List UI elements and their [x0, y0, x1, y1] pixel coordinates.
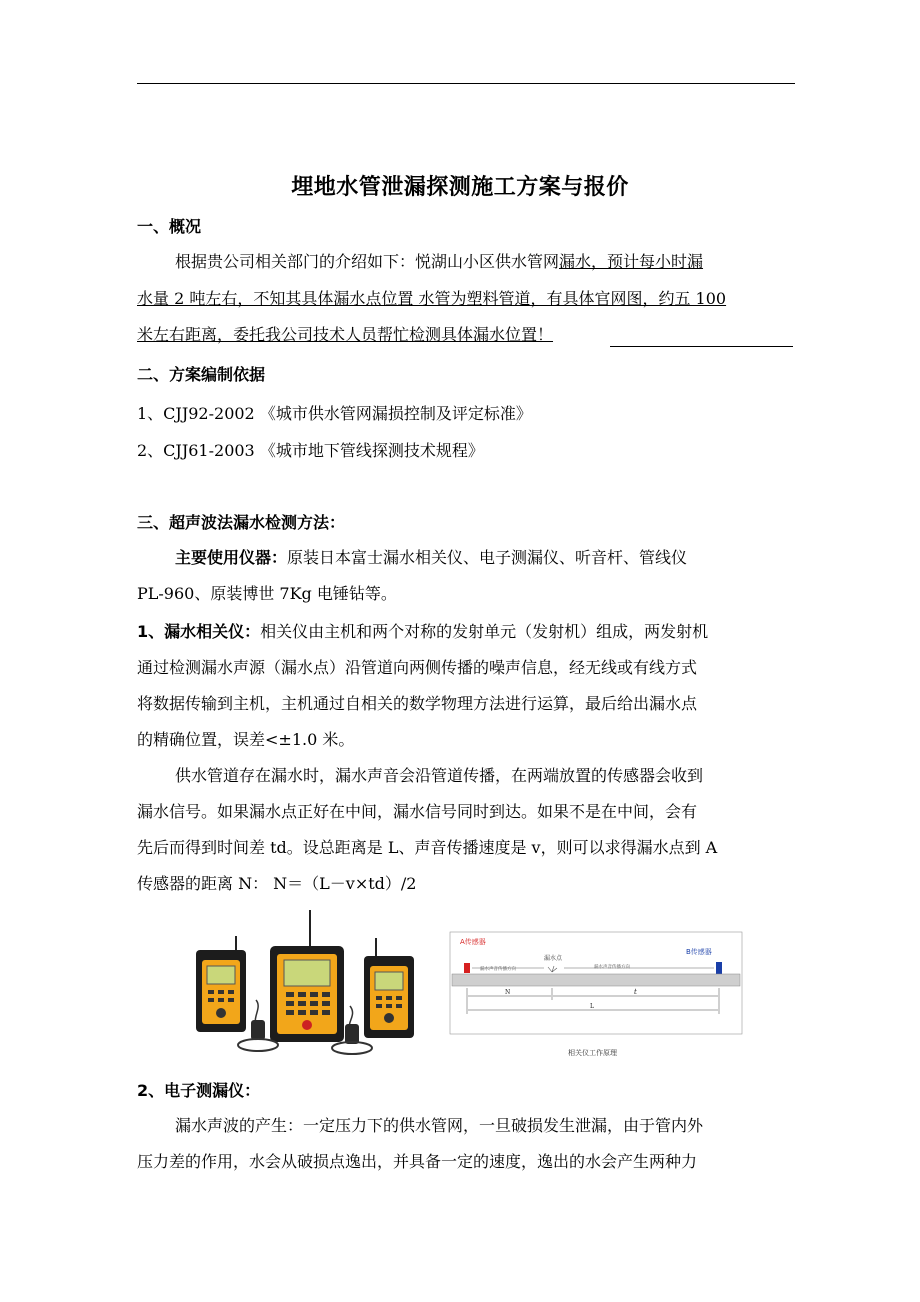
l-label: L [590, 1003, 594, 1010]
principle-line-3: 先后而得到时间差 td。设总距离是 L、声音传播速度是 v，则可以求得漏水点到 A [137, 838, 718, 857]
overview-line-3: 米左右距离，委托我公司技术人员帮忙检测具体漏水位置！ [137, 325, 554, 344]
section-heading-basis: 二、方案编制依据 [137, 365, 266, 384]
detector-line-2: 压力差的作用，水会从破损点逸出，并具备一定的速度，逸出的水会产生两种力 [137, 1152, 698, 1171]
underline-extension [610, 346, 793, 347]
pipe [452, 974, 740, 986]
diagram-caption: 相关仪工作原理 [568, 1049, 617, 1057]
principle-line-4: 传感器的距离 N： N＝（L－v×td）/2 [137, 874, 417, 893]
instruments-line-2: PL-960、原装博世 7Kg 电锤钻等。 [137, 584, 397, 603]
principle-line-1: 供水管道存在漏水时，漏水声音会沿管道传播，在两端放置的传感器会收到 [175, 766, 704, 785]
correlator-principle-diagram [448, 930, 744, 1062]
standard-item-1: 1、CJJ92-2002 《城市供水管网漏损控制及评定标准》 [137, 404, 532, 423]
left-arrow-label: 漏水声音传播方向 [480, 967, 516, 972]
t-label: t [634, 988, 637, 996]
section-heading-method: 三、超声波法漏水检测方法： [137, 513, 346, 532]
right-arrow-label: 漏水声音传播方向 [594, 965, 630, 970]
sensor-b-marker [716, 962, 722, 974]
standard-item-2: 2、CJJ61-2003 《城市地下管线探测技术规程》 [137, 441, 484, 460]
instruments-line: 主要使用仪器：原装日本富士漏水相关仪、电子测漏仪、听音杆、管线仪 [175, 548, 688, 567]
overview-line-2: 水量 2 吨左右，不知其具体漏水点位置 水管为塑料管道，有具体官网图，约五 100 [137, 289, 727, 308]
document-title: 埋地水管泄漏探测施工方案与报价 [291, 175, 629, 200]
section-heading-electronic-detector: 2、电子测漏仪： [137, 1081, 261, 1100]
n-label: N [505, 989, 511, 996]
correlator-line-3: 将数据传输到主机，主机通过自相关的数学物理方法进行运算，最后给出漏水点 [137, 694, 698, 713]
leak-point-label: 漏水点 [544, 955, 563, 962]
overview-line-1: 根据贵公司相关部门的介绍如下：悦湖山小区供水管网漏水，预计每小时漏 [175, 252, 704, 271]
header-rule [137, 83, 795, 84]
correlator-line-1: 1、漏水相关仪：相关仪由主机和两个对称的发射单元（发射机）组成，两发射机 [137, 622, 709, 641]
sensor-b-label: B传感器 [686, 948, 712, 956]
sensor-a-label: A传感器 [460, 938, 486, 946]
detector-line-1: 漏水声波的产生：一定压力下的供水管网，一旦破损发生泄漏，由于管内外 [175, 1116, 704, 1135]
principle-line-2: 漏水信号。如果漏水点正好在中间，漏水信号同时到达。如果不是在中间，会有 [137, 802, 698, 821]
section-heading-overview: 一、概况 [137, 217, 202, 236]
correlator-line-4: 的精确位置，误差<±1.0 米。 [137, 730, 355, 749]
correlator-line-2: 通过检测漏水声源（漏水点）沿管道向两侧传播的噪声信息，经无线或有线方式 [137, 658, 698, 677]
instrument-photo [188, 908, 420, 1056]
sensor-a-marker [464, 963, 470, 973]
